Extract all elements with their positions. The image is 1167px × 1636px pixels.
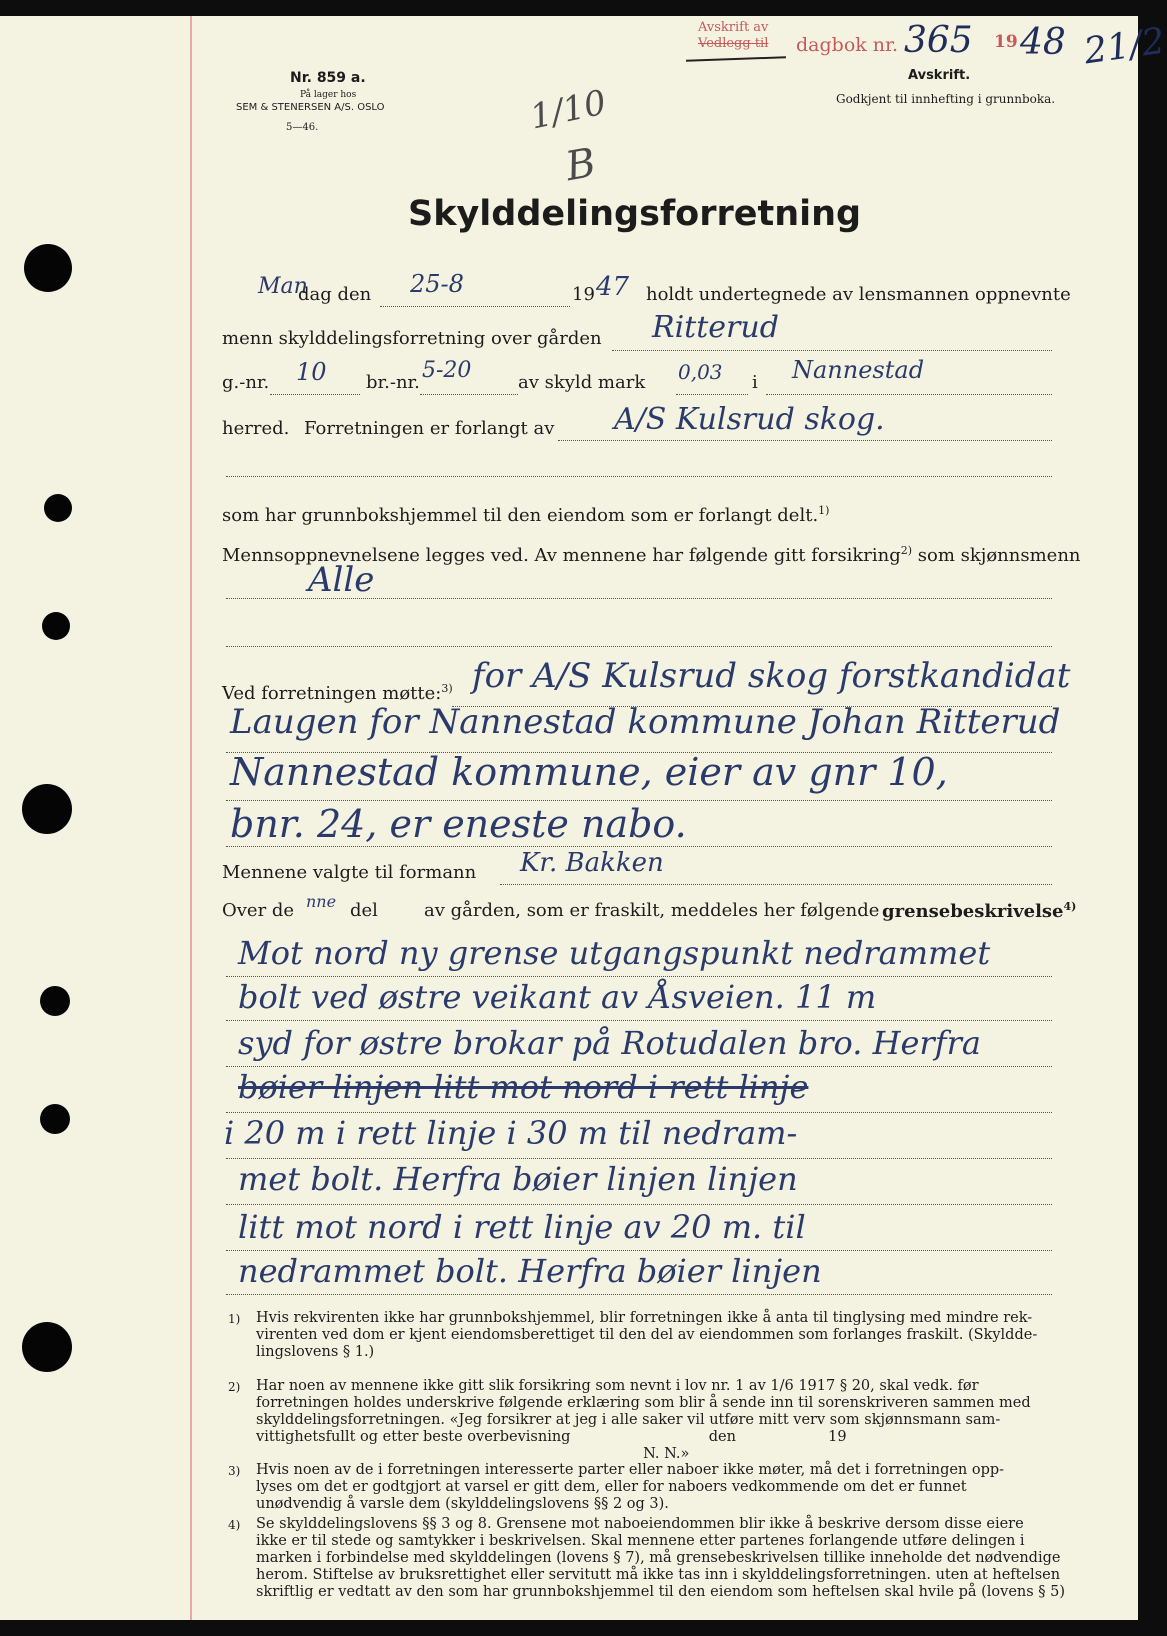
date-handwritten: 21/2 (1081, 20, 1167, 73)
year-handwritten: 48 (1020, 22, 1066, 63)
formann-rule (500, 884, 1052, 885)
requested-rule (558, 440, 1052, 441)
document-page (0, 16, 1167, 1620)
formann-label: Mennene valgte til formann (222, 862, 477, 883)
brnr-rule (420, 394, 518, 395)
grense-rule-6 (226, 1204, 1052, 1205)
year-hand: 47 (596, 272, 630, 302)
grunnbok-line: som har grunnbokshjemmel til den eiendom som er forlangt delt.$^{1)}$ (222, 504, 830, 526)
brnr-hand: 5-20 (422, 358, 472, 383)
grense-line-3: syd for østre brokar på Rotudalen bro. Herfra (238, 1024, 981, 1062)
gnr-rule (270, 394, 360, 395)
grense-line-7: litt mot nord i rett linje av 20 m. til (238, 1208, 806, 1246)
grense-rule-8 (226, 1294, 1052, 1295)
footnote-1: Hvis rekvirenten ikke har grunnbokshjemmel, blir forretningen ikke å anta til tinglysing med mindre rek- virenten ved dom er kjent eiendomsberettiget til den del av eiendommen som forlanges fraskilt. (Skyldde- lingslovens § 1.) (256, 1310, 1038, 1360)
stamp-vedlegg-til: Vedlegg til (698, 36, 769, 51)
stamp-avskrift-av: Avskrift av (698, 20, 769, 35)
punch-hole (44, 494, 72, 522)
garden-label: av gården, som er fraskilt, meddeles her følgende (424, 900, 880, 921)
mote-line-2: Laugen for Nannestad kommune Johan Ritterud (230, 702, 1061, 742)
punch-hole (40, 986, 70, 1016)
formann-hand: Kr. Bakken (520, 848, 664, 878)
skyld-rule (676, 394, 748, 395)
stamp-year: 19 (994, 32, 1018, 52)
grense-rule-1 (226, 976, 1052, 977)
footnote-3-number: 3) (228, 1464, 241, 1478)
gnr-hand: 10 (296, 358, 327, 386)
grense-rule-5 (226, 1158, 1052, 1159)
mote-line-1: for A/S Kulsrud skog forstkandidat (472, 656, 1071, 696)
date-rule (380, 306, 570, 307)
footnote-4-number: 4) (228, 1518, 241, 1532)
stamp-underline (686, 56, 786, 61)
punch-hole (42, 612, 70, 640)
alle-hand: Alle (308, 560, 375, 600)
footnote-3: Hvis noen av de i forretningen interesserte parter eller naboer ikke møter, må det i forretningen opp- lyses om det er godtgjort at varsel er gitt dem, eller for naboers vedkommende om det er funnet unødvendig å varsle dem (skylddelingslovens §§ 2 og 3). (256, 1462, 1005, 1512)
grense-rule-7 (226, 1250, 1052, 1251)
pencil-note-top: 1/10 (526, 82, 610, 138)
del-label: del (350, 900, 378, 921)
day-hand: Man (258, 274, 308, 299)
brnr-label: br.-nr. (366, 372, 420, 393)
i-label: i (752, 372, 758, 393)
footnote-2: Har noen av mennene ikke gitt slik forsikring som nevnt i lov nr. 1 av 1/6 1917 § 20, skal vedk. før forretningen holdes underskrive følgende erklæring som blir å sende inn til sorenskriveren sammen med skylddelingsforretningen. «Jeg forsikrer at jeg i alle saker vil utføre mitt verv som skjønnsmann sam- vittighetsfullt og etter beste overbevisning den 19 N. N.» (256, 1378, 1031, 1462)
farm-hand: Ritterud (652, 310, 779, 345)
scan-border-bottom (0, 1620, 1138, 1636)
grense-rule-2 (226, 1020, 1052, 1021)
over-label: Over de (222, 900, 295, 921)
mote-label: Ved forretningen møtte:$^{3)}$ (222, 682, 453, 704)
footnote-2-number: 2) (228, 1380, 241, 1394)
godkjent-label: Godkjent til innhefting i grunnboka. (836, 92, 1056, 106)
requested-hand: A/S Kulsrud skog. (614, 402, 885, 437)
grense-line-8: nedrammet bolt. Herfra bøier linjen (238, 1252, 822, 1290)
line2-label: menn skylddelingsforretning over gården (222, 328, 602, 349)
blank-rule-2 (226, 646, 1052, 647)
requested-label: Forretningen er forlangt av (304, 418, 555, 439)
pencil-note-bottom: B (562, 139, 600, 191)
mote-rule-3 (226, 800, 1052, 801)
grense-rule-4 (226, 1112, 1052, 1113)
form-number: Nr. 859 a. (290, 70, 366, 86)
avskrift-label: Avskrift. (908, 68, 971, 83)
year-prefix: 19 (572, 284, 595, 305)
grense-label: grensebeskrivelse$^{4)}$ (882, 900, 1077, 922)
herred-hand: Nannestad (792, 356, 925, 384)
over-hand: nne (306, 892, 337, 911)
grense-line-5: i 20 m i rett linje i 30 m til nedram- (224, 1114, 798, 1152)
punch-hole (24, 244, 72, 292)
punch-hole (22, 1322, 72, 1372)
grense-line-6: met bolt. Herfra bøier linjen linjen (238, 1160, 798, 1198)
day-suffix: dag den (298, 284, 372, 305)
blank-rule (226, 476, 1052, 477)
grense-line-2: bolt ved østre veikant av Åsveien. 11 m (238, 978, 877, 1016)
dagbok-number: 365 (904, 20, 973, 61)
punch-hole (40, 1104, 70, 1134)
herred-rule (766, 394, 1052, 395)
menn-line: Mennsoppnevnelsene legges ved. Av mennene har følgende gitt forsikring$^{2)}$ som skjønnsmenn (222, 544, 1081, 566)
grense-rule-3 (226, 1066, 1052, 1067)
line1-tail: holdt undertegnede av lensmannen oppnevnte (646, 284, 1071, 305)
skyld-label: av skyld mark (518, 372, 646, 393)
herred-label: herred. (222, 418, 290, 439)
farm-rule (612, 350, 1052, 351)
page-title: Skylddelingsforretning (408, 194, 862, 234)
mote-line-4: bnr. 24, er eneste nabo. (230, 802, 687, 846)
punch-hole (22, 784, 72, 834)
printer-line-2: SEM & STENERSEN A/S. OSLO (236, 102, 385, 113)
stamp-dagbok-label: dagbok nr. (796, 34, 899, 56)
mote-line-3: Nannestad kommune, eier av gnr 10, (230, 750, 948, 794)
mote-rule-4 (226, 846, 1052, 847)
red-margin-line (190, 16, 192, 1620)
printer-line-1: På lager hos (300, 90, 357, 100)
grense-line-4: bøier linjen litt mot nord i rett linje (238, 1068, 809, 1106)
footnote-4: Se skylddelingslovens §§ 3 og 8. Grensene mot naboeiendommen blir ikke å beskrive dersom disse eiere ikke er til stede og samtykker i beskrivelsen. Skal mennene etter partenes forlangende utføre delingen i marken i forbindelse med skylddelingen (lovens § 7), må grensebeskrivelsen tillike inneholde det nødvendige herom. Stiftelse av bruksrettighet eller servitutt må ikke tas inn i skylddelingsforretningen. uten at heftelsen skriftlig er vedtatt av den som har grunnbokshjemmel til den eiendom som heftelsen skal hvile på (lovens § 5) (256, 1516, 1066, 1600)
date-hand: 25-8 (410, 270, 464, 298)
gnr-label: g.-nr. (222, 372, 270, 393)
footnote-1-number: 1) (228, 1312, 241, 1326)
grense-line-1: Mot nord ny grense utgangspunkt nedrammet (238, 934, 991, 972)
printer-line-3: 5—46. (286, 122, 319, 133)
skyld-hand: 0,03 (678, 360, 723, 384)
